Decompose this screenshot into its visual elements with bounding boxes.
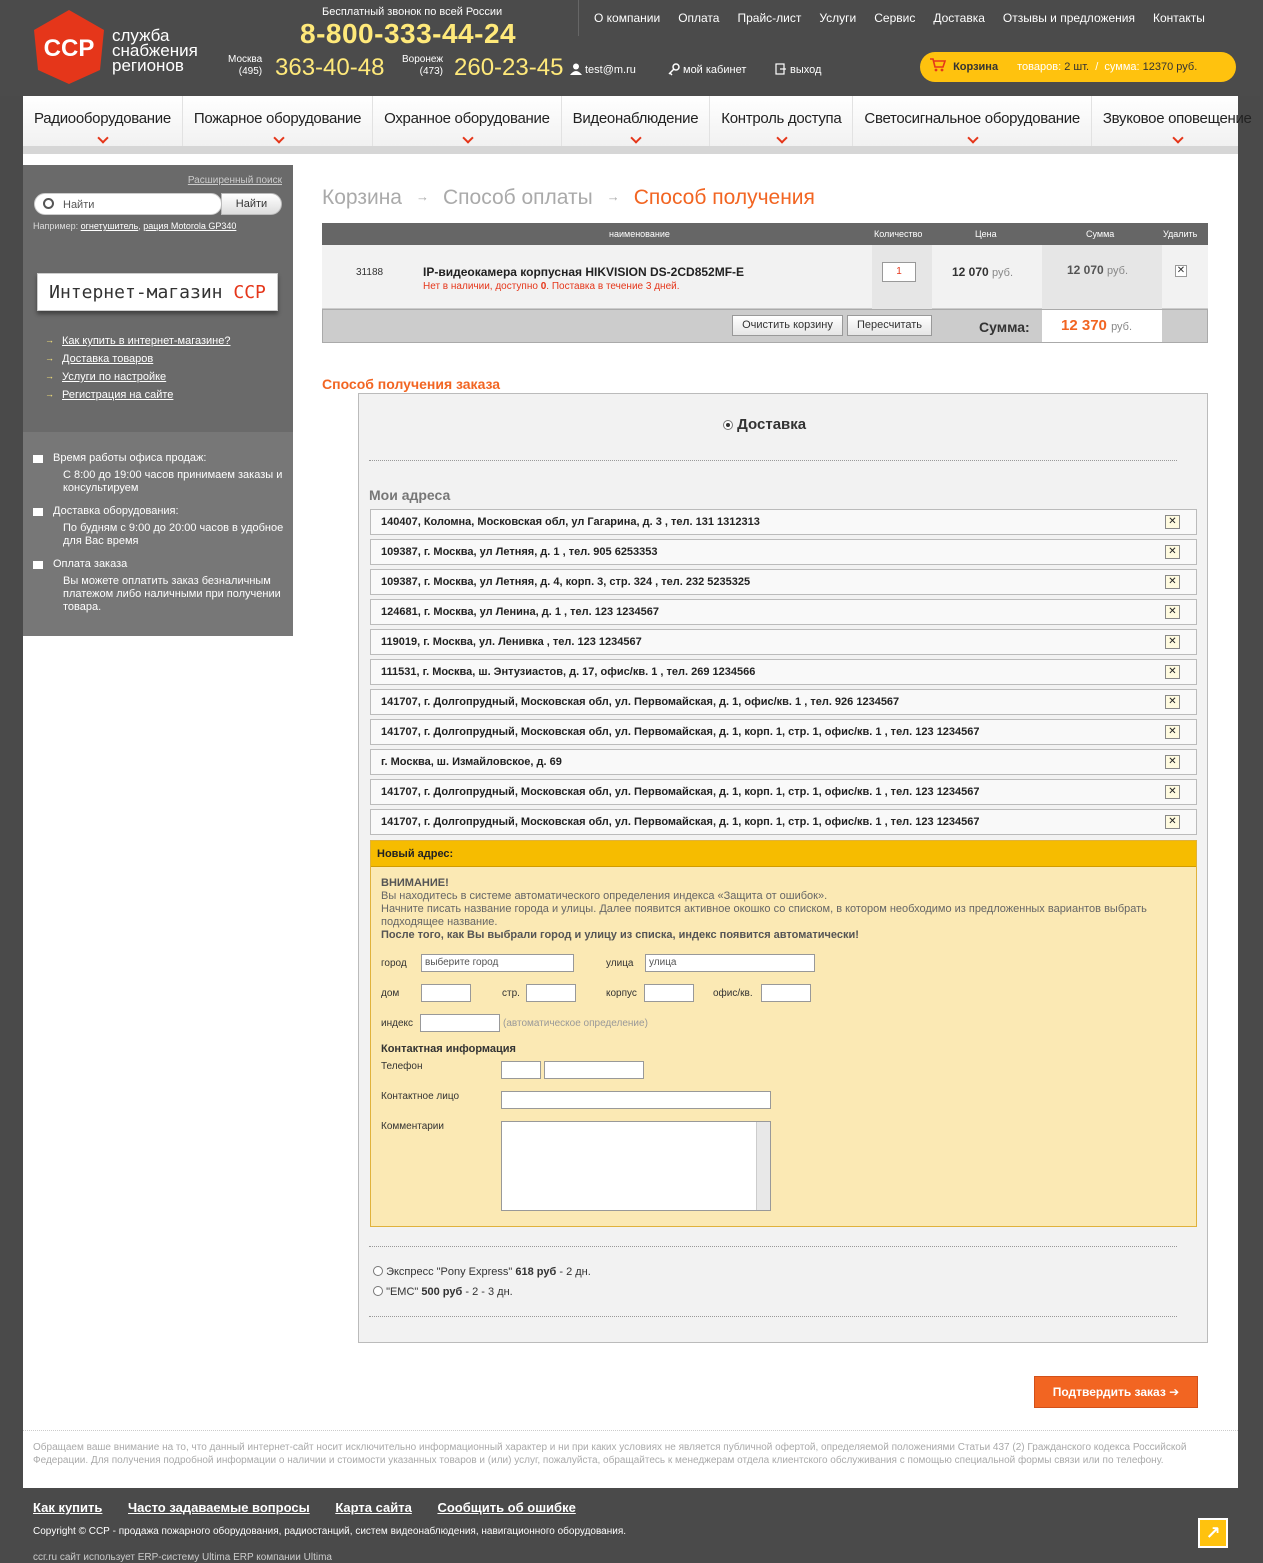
example-link[interactable]: рация Motorola GP340 bbox=[143, 221, 237, 231]
search-example: Например: огнетушитель, рация Motorola GP340 bbox=[33, 221, 237, 231]
total-label: Сумма: bbox=[979, 319, 1030, 335]
shipping-option-emc[interactable] bbox=[373, 1286, 513, 1298]
street-label: улица bbox=[606, 958, 634, 969]
advanced-search-link[interactable]: Расширенный поиск bbox=[187, 175, 282, 186]
cart-items-value: 2 шт. bbox=[1064, 61, 1090, 73]
sum-value: 12 070 bbox=[1067, 263, 1104, 277]
index-warning bbox=[381, 877, 1181, 942]
logo-text: ССР bbox=[43, 35, 95, 62]
address-item[interactable] bbox=[370, 599, 1197, 625]
building-label: стр. bbox=[502, 988, 520, 999]
city-code: (495) bbox=[238, 66, 263, 77]
category-navigation bbox=[23, 96, 1252, 154]
sidebar-link-services[interactable]: → Услуги по настройке bbox=[45, 371, 231, 383]
city-name: Москва bbox=[228, 54, 263, 65]
site-footer bbox=[23, 1488, 1238, 1563]
search-icon bbox=[43, 198, 54, 209]
scrollbar[interactable] bbox=[756, 1122, 770, 1210]
delivery-option-label: Доставка bbox=[737, 416, 807, 433]
cart-bar[interactable] bbox=[920, 52, 1236, 82]
top-navigation bbox=[578, 0, 1260, 36]
disclaimer: Обращаем ваше внимание на то, что данный интернет-сайт носит исключительно информационный характер и ни при каких условиях не является публичной офертой, определяемой положениями Статьи 437 (2) Гражданского кодекса Российской Федерации. Для получения подробной информации о наличии и стоимости указанных товаров и (или) услуг, пожалуйста, обращайтесь к менеджерам отдела клиентского обслуживания с помощью специальной формы связи или по телефону. bbox=[23, 1430, 1238, 1488]
divider bbox=[369, 460, 1177, 461]
address-item[interactable] bbox=[370, 749, 1197, 775]
topnav-payment[interactable]: Оплата bbox=[678, 11, 720, 25]
cart-sum-value: 12370 руб. bbox=[1142, 61, 1198, 73]
shipping-time: - 2 - 3 дн. bbox=[465, 1286, 513, 1298]
logout-label: выход bbox=[790, 64, 822, 76]
close-icon[interactable]: ✕ bbox=[1165, 755, 1180, 769]
address-item[interactable] bbox=[370, 779, 1197, 805]
info-title: Время работы офиса продаж: bbox=[33, 452, 285, 464]
city-code: (473) bbox=[419, 66, 444, 77]
logout-link[interactable] bbox=[775, 63, 821, 76]
main-phone: 8-800-333-44-24 bbox=[300, 18, 517, 49]
item-name[interactable]: IP-видеокамера корпусная HIKVISION DS-2CD852MF-E bbox=[423, 265, 745, 279]
user-email: test@m.ru bbox=[585, 64, 636, 76]
confirm-label: Подтвердить заказ bbox=[1052, 1385, 1166, 1399]
person-label: Контактное лицо bbox=[381, 1091, 460, 1102]
brand-line: служба bbox=[112, 26, 170, 45]
search-placeholder: Найти bbox=[63, 199, 95, 211]
moscow-phone: 363-40-48 bbox=[275, 54, 385, 81]
total-amount: 12 370 bbox=[1061, 317, 1107, 334]
address-text: 141707, г. Долгопрудный, Московская обл, ул. Первомайская, д. 1, корп. 1, стр. 1, офис/кв. 1 , тел. 123 1234567 bbox=[381, 786, 980, 798]
cart-table-header bbox=[322, 223, 1208, 245]
step-arrow: → bbox=[606, 189, 620, 204]
address-item[interactable] bbox=[370, 569, 1197, 595]
user-icon bbox=[570, 63, 582, 75]
cart-items-label: товаров: bbox=[1017, 61, 1062, 73]
delivery-title: Способ получения заказа bbox=[322, 376, 501, 392]
category-lights[interactable]: Светосигнальное оборудование bbox=[853, 96, 1092, 146]
avail-suffix: . Поставка в течение 3 дней. bbox=[546, 281, 680, 292]
category-access[interactable]: Контроль доступа bbox=[710, 96, 853, 146]
cart-icon bbox=[930, 58, 946, 72]
category-video[interactable]: Видеонаблюдение bbox=[562, 96, 711, 146]
total-value bbox=[1042, 310, 1162, 342]
comment-textarea[interactable] bbox=[501, 1121, 771, 1211]
address-text: 119019, г. Москва, ул. Ленивка , тел. 123 1234567 bbox=[381, 636, 642, 648]
close-icon[interactable]: ✕ bbox=[1165, 785, 1180, 799]
address-text: г. Москва, ш. Измайловское, д. 69 bbox=[381, 756, 562, 768]
address-item[interactable] bbox=[370, 539, 1197, 565]
user-email-link[interactable] bbox=[570, 63, 636, 76]
delivery-option[interactable] bbox=[723, 416, 806, 433]
sidebar-top bbox=[23, 165, 293, 432]
close-icon[interactable]: ✕ bbox=[1165, 815, 1180, 829]
info-title: Доставка оборудования: bbox=[33, 505, 285, 517]
phone-code-input[interactable] bbox=[501, 1061, 541, 1079]
step-delivery: Способ получения bbox=[633, 186, 815, 209]
category-sound[interactable]: Звуковое оповещение bbox=[1092, 96, 1263, 146]
warning-text: Начните писать название города и улицы. Далее появится активное окошко со списком, в котором необходимо из предложенных вариантов выбрать подходящее название. bbox=[381, 903, 1147, 928]
step-arrow: → bbox=[416, 189, 429, 204]
warning-title: ВНИМАНИЕ! bbox=[381, 877, 449, 889]
address-item[interactable] bbox=[370, 719, 1197, 745]
search-button[interactable]: Найти bbox=[221, 193, 282, 215]
item-availability bbox=[423, 281, 680, 292]
shipping-name: Экспресс "Pony Express" bbox=[386, 1266, 513, 1278]
category-security[interactable]: Охранное оборудование bbox=[373, 96, 562, 146]
my-addresses-title: Мои адреса bbox=[369, 487, 451, 503]
index-label: индекс bbox=[381, 1018, 413, 1029]
step-cart[interactable]: Корзина bbox=[322, 186, 402, 209]
main-wrapper bbox=[23, 96, 1252, 1430]
col-qty: Количество bbox=[874, 229, 923, 239]
office-label: офис/кв. bbox=[713, 988, 753, 999]
logo-icon[interactable] bbox=[30, 8, 108, 86]
close-icon[interactable]: ✕ bbox=[1165, 545, 1180, 559]
comment-label: Комментарии bbox=[381, 1121, 444, 1132]
footer-link-faq[interactable]: Часто задаваемые вопросы bbox=[128, 1500, 310, 1515]
cart-separator: / bbox=[1095, 61, 1099, 73]
sidebar-link-delivery[interactable]: → Доставка товаров bbox=[45, 353, 231, 365]
office-input[interactable] bbox=[761, 984, 811, 1002]
house-label: дом bbox=[381, 988, 400, 999]
clear-cart-button[interactable]: Очистить корзину bbox=[732, 315, 843, 336]
city-label: город bbox=[381, 958, 407, 969]
close-icon[interactable]: ✕ bbox=[1165, 665, 1180, 679]
category-fire[interactable]: Пожарное оборудование bbox=[183, 96, 373, 146]
recalc-button[interactable]: Пересчитать bbox=[847, 315, 932, 336]
arrow-right-icon: ➔ bbox=[1169, 1385, 1180, 1399]
city-name: Воронеж bbox=[402, 54, 444, 65]
city-moscow bbox=[228, 54, 262, 78]
house-input[interactable] bbox=[421, 984, 471, 1002]
shop-banner[interactable] bbox=[37, 273, 278, 311]
brand-line: снабжения bbox=[112, 41, 198, 60]
contact-person-input[interactable] bbox=[501, 1091, 771, 1109]
currency: руб. bbox=[1111, 321, 1133, 333]
phone-label: Телефон bbox=[381, 1061, 423, 1072]
sidebar-link-howto[interactable]: → Как купить в интернет-магазине? bbox=[45, 335, 231, 347]
info-text: По будням с 9:00 до 20:00 часов в удобное для Вас время bbox=[63, 522, 284, 547]
brand-line: регионов bbox=[112, 56, 184, 75]
voronezh-phone: 260-23-45 bbox=[454, 54, 564, 81]
address-text: 109387, г. Москва, ул Летняя, д. 4, корп. 3, стр. 324 , тел. 232 5235325 bbox=[381, 576, 751, 588]
contact-title: Контактная информация bbox=[381, 1043, 516, 1055]
sidebar-link-register[interactable]: → Регистрация на сайте bbox=[45, 389, 231, 401]
sum-cell bbox=[1042, 245, 1162, 309]
radio-pony[interactable] bbox=[373, 1266, 383, 1276]
checkout-steps bbox=[322, 186, 815, 210]
table-row bbox=[322, 245, 1208, 309]
info-text: С 8:00 до 19:00 часов принимаем заказы и консультируем bbox=[63, 469, 283, 494]
index-hint: (автоматическое определение) bbox=[503, 1018, 648, 1029]
info-text: Вы можете оплатить заказ безналичным платежом либо наличными при получении товара. bbox=[63, 575, 281, 613]
radio-emc[interactable] bbox=[373, 1286, 383, 1296]
address-item[interactable] bbox=[370, 809, 1197, 835]
address-item[interactable] bbox=[370, 509, 1197, 535]
step-payment[interactable]: Способ оплаты bbox=[443, 186, 593, 209]
search-input[interactable] bbox=[34, 193, 222, 215]
item-code: 31188 bbox=[356, 267, 384, 278]
avail-count: 0 bbox=[540, 281, 547, 292]
address-item[interactable] bbox=[370, 689, 1197, 715]
currency: руб. bbox=[992, 267, 1014, 279]
address-text: 140407, Коломна, Московская обл, ул Гагарина, д. 3 , тел. 131 1312313 bbox=[381, 516, 760, 528]
delete-item-button[interactable]: ✕ bbox=[1176, 265, 1186, 276]
example-link[interactable]: огнетушитель bbox=[80, 221, 139, 231]
banner-text: Интернет-магазин bbox=[49, 282, 223, 303]
shipping-price: 500 руб bbox=[421, 1286, 463, 1298]
cart-footer bbox=[322, 309, 1208, 343]
brand-name bbox=[112, 28, 198, 73]
scroll-up-icon[interactable]: ↗ bbox=[1198, 1518, 1228, 1548]
city-input[interactable]: выберите город bbox=[421, 954, 574, 972]
address-text: 111531, г. Москва, ш. Энтузиастов, д. 17, офис/кв. 1 , тел. 269 1234566 bbox=[381, 666, 756, 678]
address-text: 141707, г. Долгопрудный, Московская обл, ул. Первомайская, д. 1, корп. 1, стр. 1, офис/кв. 1 , тел. 123 1234567 bbox=[381, 816, 980, 828]
block-label: корпус bbox=[606, 988, 637, 999]
category-radio[interactable]: Радиооборудование bbox=[23, 96, 183, 146]
phone-number-input[interactable] bbox=[544, 1061, 644, 1079]
footer-link-howto[interactable]: Как купить bbox=[33, 1500, 103, 1515]
index-input[interactable] bbox=[420, 1014, 500, 1032]
radio-delivery[interactable] bbox=[723, 420, 733, 430]
close-icon[interactable]: ✕ bbox=[1165, 695, 1180, 709]
warning-text: Вы находитесь в системе автоматического определения индекса «Защита от ошибок». bbox=[381, 890, 828, 902]
divider bbox=[369, 1316, 1177, 1317]
close-icon[interactable]: ✕ bbox=[1165, 635, 1180, 649]
avail-prefix: Нет в наличии, доступно bbox=[423, 281, 538, 292]
sidebar-links bbox=[45, 335, 231, 407]
item-price bbox=[952, 265, 1013, 279]
col-price: Цена bbox=[975, 229, 997, 239]
cart-sum-label: сумма: bbox=[1104, 61, 1140, 73]
close-icon[interactable]: ✕ bbox=[1165, 725, 1180, 739]
site-header bbox=[0, 0, 1260, 96]
shipping-name: "EMC" bbox=[386, 1286, 419, 1298]
cabinet-link[interactable] bbox=[668, 63, 746, 76]
col-delete: Удалить bbox=[1163, 229, 1198, 239]
cabinet-label: мой кабинет bbox=[683, 64, 747, 76]
footer-credit: ссг.ru сайт использует ERP-систему Ultima ERP компании Ultima bbox=[33, 1552, 332, 1563]
key-icon bbox=[668, 63, 680, 75]
free-call-label: Бесплатный звонок по всей России bbox=[322, 6, 503, 18]
topnav-pricelist[interactable]: Прайс-лист bbox=[737, 11, 802, 25]
shipping-time: - 2 дн. bbox=[559, 1266, 591, 1278]
col-sum: Сумма bbox=[1086, 229, 1115, 239]
divider bbox=[369, 1246, 1177, 1247]
quantity-input[interactable]: 1 bbox=[882, 262, 916, 282]
cart-label: Корзина bbox=[953, 61, 999, 73]
new-address-form bbox=[370, 840, 1197, 1227]
address-item[interactable] bbox=[370, 629, 1197, 655]
logout-icon bbox=[775, 63, 787, 75]
sidebar bbox=[23, 165, 293, 636]
new-address-title: Новый адрес: bbox=[371, 841, 1196, 867]
sidebar-info bbox=[33, 452, 285, 624]
block-input[interactable] bbox=[644, 984, 694, 1002]
confirm-order-button[interactable] bbox=[1034, 1376, 1198, 1408]
cart-table bbox=[322, 223, 1208, 343]
copyright: Copyright © ССР - продажа пожарного оборудования, радиостанций, систем видеонаблюдения, навигационного оборудования. bbox=[33, 1526, 627, 1537]
topnav-service[interactable]: Сервис bbox=[874, 11, 916, 25]
currency: руб. bbox=[1107, 265, 1129, 277]
address-text: 109387, г. Москва, ул Летняя, д. 1 , тел. 905 6253353 bbox=[381, 546, 658, 558]
address-item[interactable] bbox=[370, 659, 1197, 685]
warning-bold: После того, как Вы выбрали город и улицу из списка, индекс появится автоматически! bbox=[381, 929, 859, 941]
shipping-price: 618 руб bbox=[515, 1266, 557, 1278]
address-text: 141707, г. Долгопрудный, Московская обл, ул. Первомайская, д. 1, офис/кв. 1 , тел. 926 1234567 bbox=[381, 696, 900, 708]
shipping-option-pony[interactable] bbox=[373, 1266, 591, 1278]
address-text: 124681, г. Москва, ул Ленина, д. 1 , тел. 123 1234567 bbox=[381, 606, 659, 618]
item-sum bbox=[1067, 263, 1128, 277]
topnav-services[interactable]: Услуги bbox=[819, 11, 857, 25]
topnav-about[interactable]: О компании bbox=[594, 11, 661, 25]
topnav-reviews[interactable]: Отзывы и предложения bbox=[1002, 11, 1136, 25]
footer-link-report[interactable]: Сообщить об ошибке bbox=[437, 1500, 576, 1515]
banner-accent: ССР bbox=[233, 282, 266, 303]
price-value: 12 070 bbox=[952, 265, 989, 279]
info-title: Оплата заказа bbox=[33, 558, 285, 570]
topnav-delivery[interactable]: Доставка bbox=[933, 11, 985, 25]
city-voronezh bbox=[402, 54, 443, 78]
address-text: 141707, г. Долгопрудный, Московская обл, ул. Первомайская, д. 1, корп. 1, стр. 1, офис/кв. 1 , тел. 123 1234567 bbox=[381, 726, 980, 738]
building-input[interactable] bbox=[526, 984, 576, 1002]
footer-link-sitemap[interactable]: Карта сайта bbox=[335, 1500, 412, 1515]
delivery-box bbox=[358, 393, 1208, 1343]
example-prefix: Например: bbox=[33, 221, 79, 231]
footer-links bbox=[33, 1500, 598, 1515]
close-icon[interactable]: ✕ bbox=[1165, 515, 1180, 529]
close-icon[interactable]: ✕ bbox=[1165, 605, 1180, 619]
cart-items bbox=[1017, 61, 1197, 73]
topnav-contacts[interactable]: Контакты bbox=[1153, 11, 1205, 25]
col-name: наименование bbox=[609, 229, 670, 239]
close-icon[interactable]: ✕ bbox=[1165, 575, 1180, 589]
street-input[interactable]: улица bbox=[645, 954, 815, 972]
